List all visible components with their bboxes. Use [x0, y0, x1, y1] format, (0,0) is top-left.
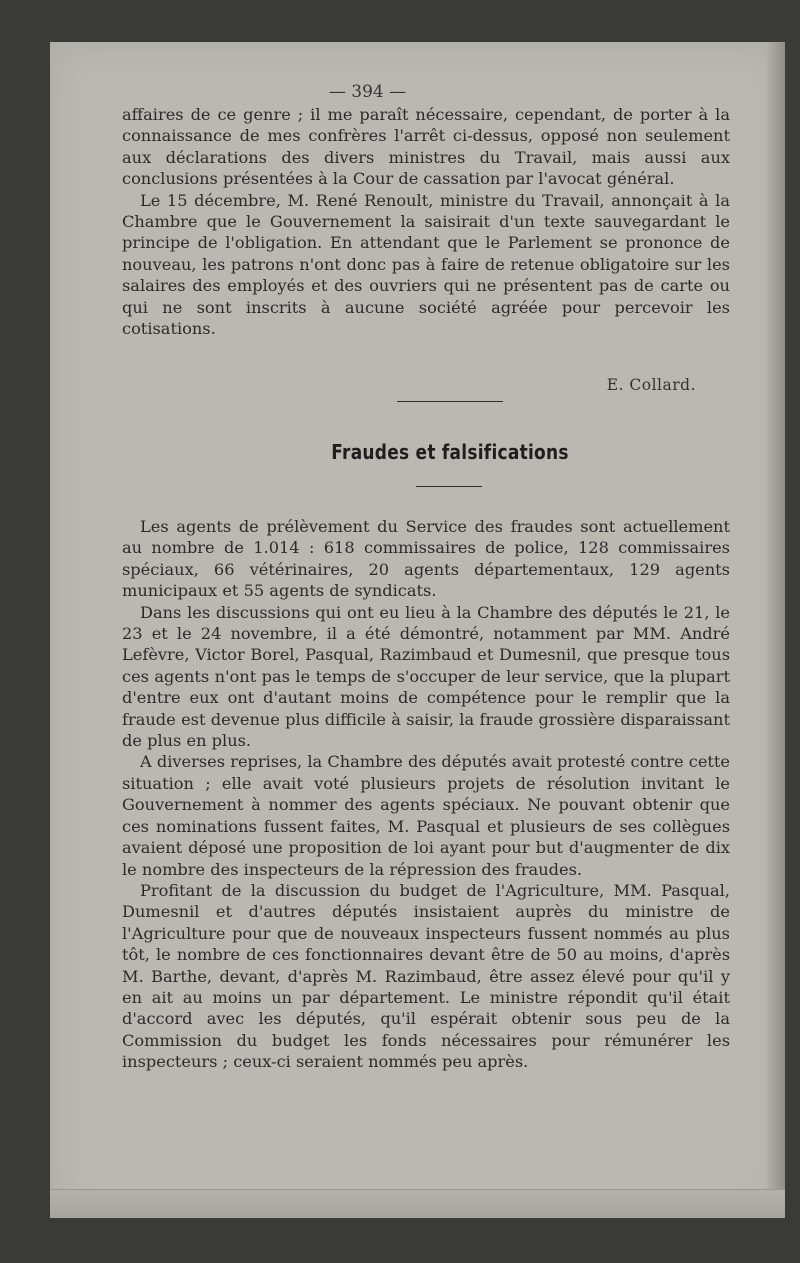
- paragraph: affaires de ce genre ; il me paraît nécessaire, cependant, de porter à la connaissance de mes confrères l'arrêt ci-dessus, opposé non seulement aux déclarations des divers ministres du Travail, mais aussi aux conclusions présentées à la Cour de cassation par l'avocat général.: [122, 105, 730, 189]
- paragraph: Les agents de prélèvement du Service des fraudes sont actuellement au nombre de 1.014 : 618 commissaires de police, 128 commissaires spéciaux, 66 vétérinaires, 20 agents départementaux, 129 agents municipaux et 55 agents de syndicats.: [122, 517, 730, 601]
- page-number: — 394 —: [328, 82, 407, 102]
- article-body: [122, 516, 730, 1073]
- paragraph: Dans les discussions qui ont eu lieu à la Chambre des députés le 21, le 23 et le 24 novembre, il a été démontré, notamment par MM. André Lefèvre, Victor Borel, Pasqual, Razimbaud et Dumesnil, que presque tous ces agents n'ont pas le temps de s'occuper de leur service, que la plupart d'entre eux ont d'autant moins de compétence pour le remplir que la fraude est devenue plus difficile à saisir, la fraude grossière disparaissant de plus en plus.: [122, 602, 730, 751]
- author-signature: E. Collard.: [606, 376, 696, 394]
- page-edge: [767, 42, 785, 1218]
- title-underline: [416, 486, 482, 487]
- article-continuation: [122, 104, 730, 339]
- paragraph: Le 15 décembre, M. René Renoult, ministre du Travail, annonçait à la Chambre que le Gouvernement la saisirait d'un texte sauvegardant le principe de l'obligation. En attendant que le Parlement se prononce de nouveau, les patrons n'ont donc pas à faire de retenue obligatoire sur les salaires des employés et des ouvriers qui ne présentent pas de carte ou qui ne sont inscrits à aucune société agréée pour percevoir les cotisations.: [122, 190, 730, 339]
- paragraph: Profitant de la discussion du budget de l'Agriculture, MM. Pasqual, Dumesnil et d'autres députés insistaient auprès du ministre de l'Agriculture pour que de nouveaux inspecteurs fussent nommés au plus tôt, le nombre de ces fonctionnaires devant être de 50 au moins, d'après M. Barthe, devant, d'après M. Razimbaud, être assez élevé pour qu'il y en ait au moins un par département. Le ministre répondit qu'il était d'accord avec les députés, qu'il espérait obtenir sous peu de la Commission du budget les fonds nécessaires pour rémunérer les inspecteurs ; ceux-ci seraient nommés peu après.: [122, 880, 730, 1072]
- paragraph: A diverses reprises, la Chambre des députés avait protesté contre cette situation ; elle avait voté plusieurs projets de résolution invitant le Gouvernement à nommer des agents spéciaux. Ne pouvant obtenir que ces nominations fussent faites, M. Pasqual et plusieurs de ses collègues avaient déposé une proposition de loi ayant pour but d'augmenter de dix le nombre des inspecteurs de la répression des fraudes.: [122, 752, 730, 879]
- page-bottom-edge: [50, 1189, 785, 1218]
- section-title: Fraudes et falsifications: [331, 440, 569, 464]
- section-divider: [397, 401, 503, 402]
